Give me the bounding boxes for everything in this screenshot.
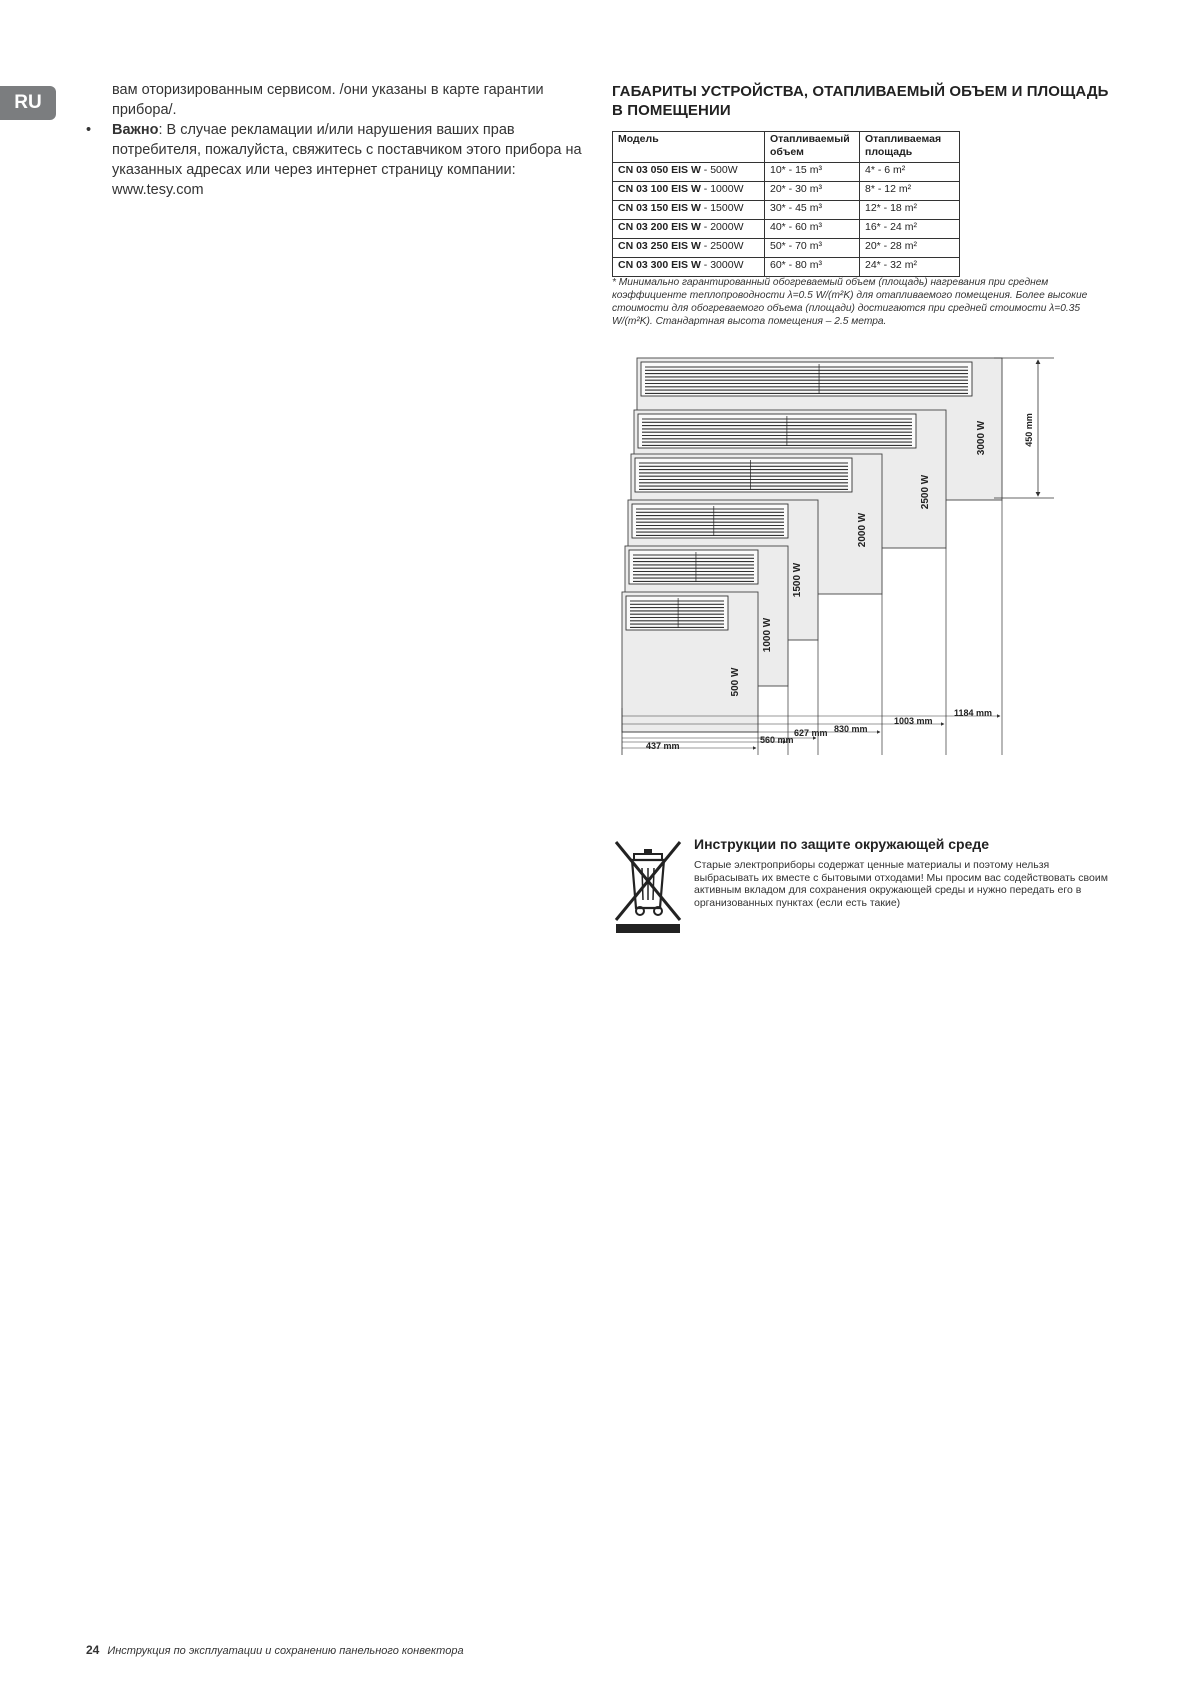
cell-area: 20* - 28 m² <box>860 239 960 258</box>
bullet: • <box>86 122 92 138</box>
cell-model: CN 03 250 EIS W - 2500W <box>613 239 765 258</box>
cell-area: 8* - 12 m² <box>860 182 960 201</box>
cell-volume: 10* - 15 m³ <box>765 163 860 182</box>
table-row <box>613 163 960 182</box>
heater-power-label: 3000 W <box>976 420 987 456</box>
cell-model: CN 03 150 EIS W - 1500W <box>613 201 765 220</box>
heater-power-label: 500 W <box>730 667 741 697</box>
weee-bin-icon <box>612 838 684 934</box>
cell-area: 4* - 6 m² <box>860 163 960 182</box>
header-area: Отапливаемая площадь <box>860 132 960 163</box>
heater-dimensions-diagram <box>610 350 1060 790</box>
cell-model: CN 03 300 EIS W - 3000W <box>613 258 765 277</box>
table-row <box>613 201 960 220</box>
width-label: 830 mm <box>834 724 868 734</box>
table-row <box>613 182 960 201</box>
footer-text: Инструкция по эксплуатации и сохранению панельного конвектора <box>107 1645 464 1657</box>
page-number: 24 <box>86 1643 100 1657</box>
heater-power-label: 2000 W <box>857 512 868 548</box>
cell-model: CN 03 100 EIS W - 1000W <box>613 182 765 201</box>
header-volume: Отапливаемый объем <box>765 132 860 163</box>
important-text: : В случае рекламации и/или нарушения ваших прав потребителя, пожалуйста, свяжитесь с поставчиком этого прибора на указанных адресах или через интернет страницу компании: www.tesy.com <box>112 122 582 198</box>
cell-volume: 30* - 45 m³ <box>765 201 860 220</box>
table-row <box>613 258 960 277</box>
cell-volume: 40* - 60 m³ <box>765 220 860 239</box>
eco-title: Инструкции по защите окружающей среде <box>694 836 990 852</box>
height-dimension <box>994 358 1054 498</box>
width-label: 560 mm <box>760 735 794 745</box>
table-header-row <box>613 132 960 163</box>
right-column <box>612 82 1112 120</box>
height-label: 450 mm <box>1024 413 1034 447</box>
eco-text: Старые электроприборы содержат ценные материалы и поэтому нельзя выбрасывать их вместе с бытовыми отходами! Мы просим вас содействовать своим активным вкладом для сохранения окружающей среды и нужно передать его в организованных пунктах (если есть такие) <box>694 859 1108 909</box>
important-label: Важно <box>112 122 159 138</box>
left-column <box>86 80 592 200</box>
cell-area: 12* - 18 m² <box>860 201 960 220</box>
heater-power-label: 2500 W <box>920 474 931 510</box>
cell-volume: 60* - 80 m³ <box>765 258 860 277</box>
page-footer <box>86 1643 464 1657</box>
width-label: 1184 mm <box>954 708 993 718</box>
width-label: 1003 mm <box>894 716 933 726</box>
cell-area: 16* - 24 m² <box>860 220 960 239</box>
heater-power-label: 1000 W <box>762 617 773 653</box>
cell-volume: 50* - 70 m³ <box>765 239 860 258</box>
cell-volume: 20* - 30 m³ <box>765 182 860 201</box>
section-title: ГАБАРИТЫ УСТРОЙСТВА, ОТАПЛИВАЕМЫЙ ОБЪЕМ И ПЛОЩАДЬ В ПОМЕЩЕНИИ <box>612 83 1109 119</box>
width-label: 627 mm <box>794 728 828 738</box>
footnote: * Минимально гарантированный обогреваемый объем (площадь) нагревания при среднем коэффициенте теплопроводности λ=0.5 W/(m²K) для отапливаемого помещения. Более высокие стоимости для обогреваемого объема (площади) достигаются при средней стоимости λ=0.35 W/(m²K). Стандартная высота помещения – 2.5 метра. <box>612 277 1088 327</box>
header-model: Модель <box>613 132 765 163</box>
cell-area: 24* - 32 m² <box>860 258 960 277</box>
cell-model: CN 03 050 EIS W - 500W <box>613 163 765 182</box>
heater-0 <box>622 592 758 732</box>
table-row <box>613 220 960 239</box>
heaters-group <box>622 358 1002 732</box>
important-note <box>86 120 592 200</box>
table-row <box>613 239 960 258</box>
width-label: 437 mm <box>646 741 680 751</box>
specs-table <box>612 131 960 277</box>
heater-power-label: 1500 W <box>792 562 803 598</box>
language-tab: RU <box>0 86 56 120</box>
cell-model: CN 03 200 EIS W - 2000W <box>613 220 765 239</box>
warranty-text: вам оторизированным сервисом. /они указаны в карте гарантии прибора/. <box>112 82 544 118</box>
